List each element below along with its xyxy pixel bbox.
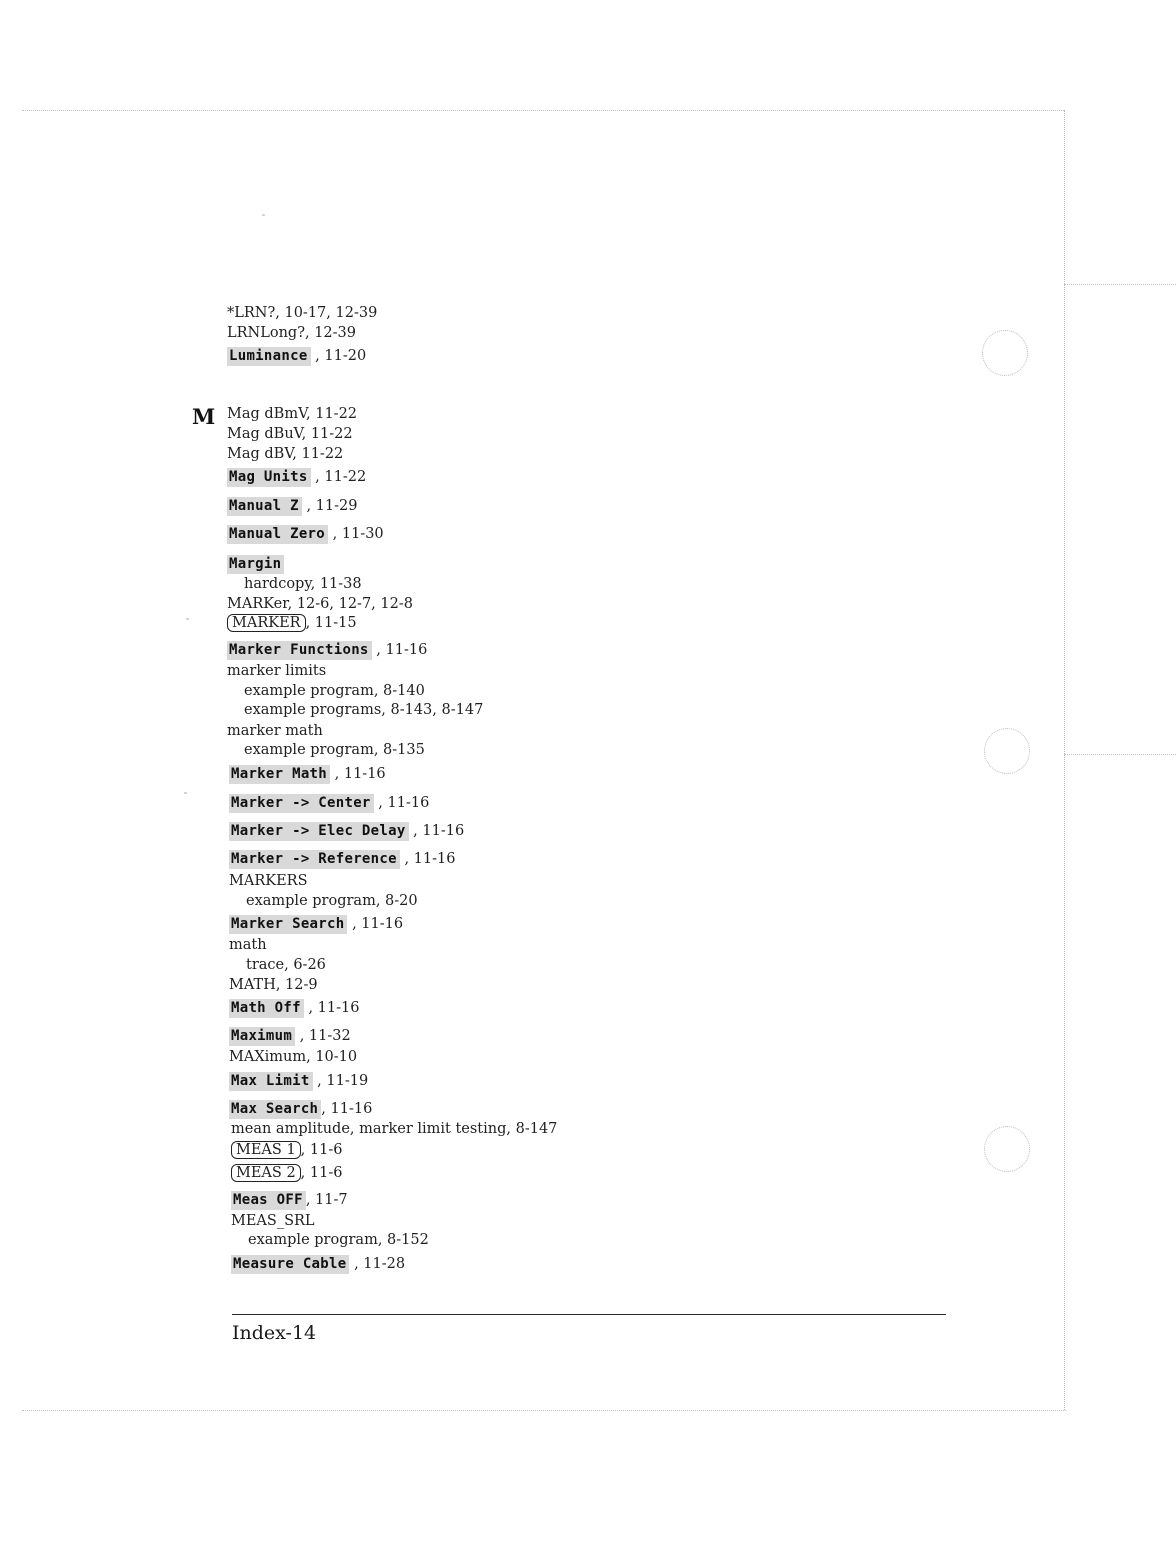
softkey-label: Max Limit (229, 1072, 313, 1091)
page-number: Index-14 (232, 1322, 317, 1344)
page-ref: , 11-16 (399, 851, 456, 867)
index-entry (229, 936, 267, 954)
page-ref: , 11-16 (373, 795, 430, 811)
index-entry (227, 555, 284, 573)
index-entry (227, 662, 326, 680)
entry-text: MEAS_SRL (231, 1213, 315, 1229)
index-entry (227, 304, 377, 322)
page-ref: , 11-6 (300, 1165, 343, 1181)
index-subentry (246, 892, 418, 910)
softkey-label: Marker Search (229, 915, 347, 934)
softkey-label: Max Search (229, 1100, 321, 1119)
footer-rule (232, 1314, 946, 1315)
page-ref: , 11-32 (295, 1028, 351, 1044)
entry-text: LRNLong?, 12-39 (227, 325, 357, 341)
index-entry (229, 1100, 372, 1118)
index-entry (229, 976, 318, 994)
entry-text: example program, 8-135 (244, 742, 425, 758)
index-entry (229, 1072, 368, 1090)
index-entry (227, 614, 357, 632)
index-subentry (244, 701, 483, 719)
entry-text: MARKERS (229, 873, 308, 889)
index-entry (227, 425, 353, 443)
entry-text: Mag dBmV, 11-22 (227, 406, 358, 422)
softkey-label: Marker -> Center (229, 794, 374, 813)
index-entry (231, 1212, 315, 1230)
entry-text: MAXimum, 10-10 (229, 1049, 358, 1065)
softkey-label: Manual Z (227, 497, 302, 516)
index-entry (227, 347, 366, 365)
entry-text: example program, 8-140 (244, 683, 425, 699)
entry-text: marker limits (227, 663, 327, 679)
index-entry (227, 497, 357, 515)
index-subentry (244, 741, 425, 759)
index-entry (229, 999, 359, 1017)
softkey-label: Manual Zero (227, 525, 328, 544)
page-ref: , 11-16 (321, 1101, 373, 1117)
hardkey-label: MEAS 2 (231, 1164, 301, 1182)
page-ref: , 11-19 (312, 1073, 369, 1089)
page-ref: , 11-20 (310, 348, 367, 364)
softkey-label: Marker Math (229, 765, 330, 784)
entry-text: MARKer, 12-6, 12-7, 12-8 (227, 596, 413, 612)
index-entry (231, 1255, 405, 1273)
page-ref: , 11-6 (300, 1142, 343, 1158)
hardkey-label: MEAS 1 (231, 1141, 301, 1159)
index-entry (227, 722, 323, 740)
entry-text: math (229, 937, 267, 953)
index-entry (229, 765, 386, 783)
index-entry (227, 525, 384, 543)
entry-text: mean amplitude, marker limit testing, 8-147 (231, 1121, 558, 1137)
index-entry (231, 1191, 348, 1209)
page-ref: , 11-16 (303, 1000, 360, 1016)
index-subentry (246, 956, 326, 974)
softkey-label: Math Off (229, 999, 304, 1018)
index-subentry (244, 682, 425, 700)
index-entry (227, 445, 343, 463)
page-ref: , 11-29 (301, 498, 358, 514)
page-ref: , 11-15 (305, 615, 357, 631)
entry-text: MATH, 12-9 (229, 977, 318, 993)
softkey-label: Marker -> Elec Delay (229, 822, 409, 841)
section-letter: M (192, 404, 216, 429)
index-entry (229, 915, 403, 933)
entry-text: *LRN?, 10-17, 12-39 (227, 305, 378, 321)
softkey-label: Mag Units (227, 468, 311, 487)
index-entry (227, 641, 427, 659)
index-entry (227, 595, 413, 613)
index-entry (231, 1120, 557, 1138)
page-ref: , 11-28 (349, 1256, 406, 1272)
entry-text: example program, 8-152 (248, 1232, 429, 1248)
index-entry (229, 850, 456, 868)
softkey-label: Maximum (229, 1027, 295, 1046)
page-ref: , 11-16 (347, 916, 404, 932)
entry-text: Mag dBV, 11-22 (227, 446, 344, 462)
entry-text: Mag dBuV, 11-22 (227, 426, 353, 442)
page-ref: , 11-16 (371, 642, 428, 658)
index-entry (231, 1164, 342, 1182)
softkey-label: Marker -> Reference (229, 850, 400, 869)
index-entry (227, 468, 366, 486)
softkey-label: Marker Functions (227, 641, 372, 660)
softkey-label: Measure Cable (231, 1255, 349, 1274)
softkey-label: Luminance (227, 347, 311, 366)
index-entry (231, 1141, 342, 1159)
hardkey-label: MARKER (227, 614, 306, 632)
index-entry (229, 1048, 357, 1066)
index-subentry (248, 1231, 429, 1249)
page-ref: , 11-22 (310, 469, 367, 485)
entry-text: example programs, 8-143, 8-147 (244, 702, 484, 718)
page-ref: , 11-16 (330, 766, 386, 782)
index-entry (229, 872, 308, 890)
entry-text: marker math (227, 723, 323, 739)
page-ref: , 11-30 (328, 526, 384, 542)
softkey-label: Margin (227, 555, 284, 574)
page-ref: , 11-7 (305, 1192, 348, 1208)
index-entry (229, 794, 429, 812)
entry-text: trace, 6-26 (246, 957, 326, 973)
index-entry (229, 822, 464, 840)
index-entry (227, 405, 357, 423)
page-ref: , 11-16 (408, 823, 465, 839)
entry-text: hardcopy, 11-38 (244, 576, 362, 592)
index-entry (227, 324, 356, 342)
entry-text: example program, 8-20 (246, 893, 418, 909)
softkey-label: Meas OFF (231, 1191, 306, 1210)
index-entry (229, 1027, 351, 1045)
index-subentry (244, 575, 362, 593)
